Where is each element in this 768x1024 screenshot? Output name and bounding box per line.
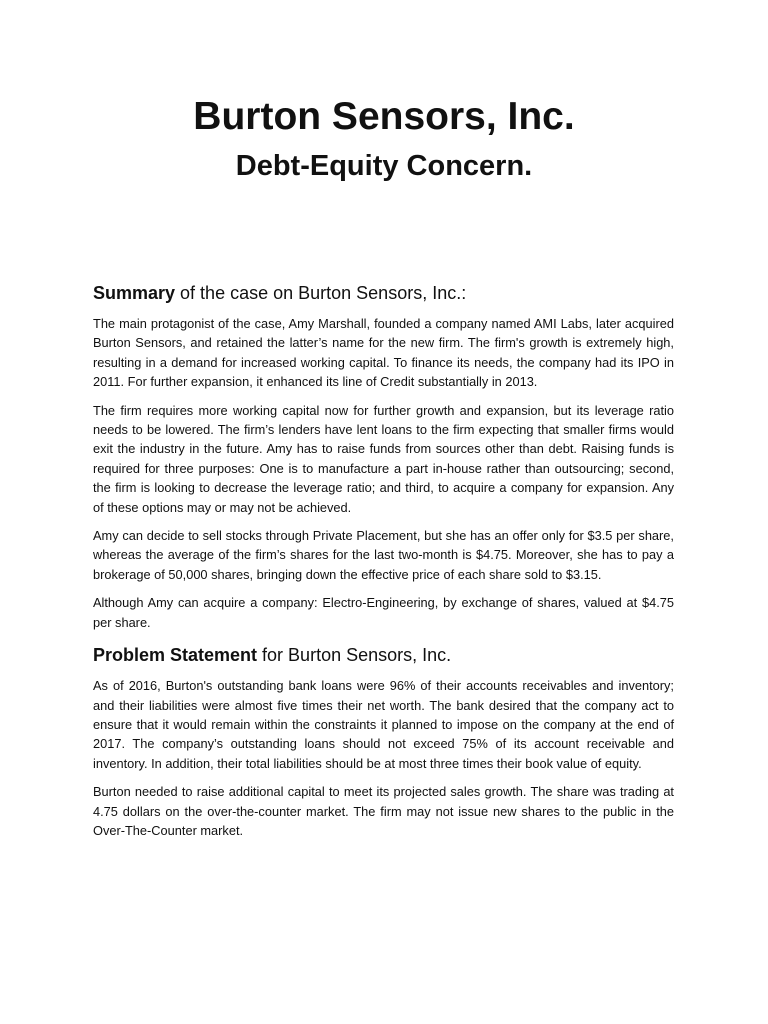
problem-paragraph-1: As of 2016, Burton's outstanding bank loans were 96% of their accounts receivables and inventory; and their liabilities were almost five times their net worth. The bank desired that the company act to ensure that it would remain within the constraints it planned to impose on the company at the end of 2017. The company’s outstanding loans should not exceed 75% of its account receivable and inventory. In addition, their total liabilities should be at most three times their book value of equity. — [93, 678, 674, 771]
summary-heading-rest: of the case on Burton Sensors, Inc.: — [175, 283, 467, 303]
document-body — [93, 280, 674, 849]
problem-heading-rest: for Burton Sensors, Inc. — [257, 645, 452, 666]
summary-paragraph-2: The firm requires more working capital now for further growth and expansion, but its leverage ratio needs to be lowered. The firm’s lenders have lent loans to the firm expecting that smaller firms would exit the industry in the future. Amy has to raise funds from sources other than debt. Raising funds is required for three purposes: One is to manufacture a part in-house rather than outsourcing; second, the firm is looking to decrease the leverage ratio; and third, to acquire a company for expansion. Any of these options may or may not be achieved. — [93, 402, 674, 515]
summary-paragraph-3: Amy can decide to sell stocks through Private Placement, but she has an offer only for $3.5 per share, whereas the average of the firm’s shares for the last two-month is $4.75. Moreover, she has to pay a brokerage of 50,000 shares, bringing down the effective price of each share sold to $3.15. — [93, 528, 674, 582]
summary-paragraph-1: The main protagonist of the case, Amy Marshall, founded a company named AMI Labs, later acquired Burton Sensors, and retained the latter’s name for the new firm. The firm's growth is extremely high, resulting in a demand for increased working capital. To finance its needs, the company had its IPO in 2011. For further expansion, it enhanced its line of Credit substantially in 2013. — [93, 316, 674, 390]
document-title: Burton Sensors, Inc. — [193, 95, 575, 138]
problem-heading-bold: Problem Statement — [93, 645, 258, 666]
problem-paragraph-2: Burton needed to raise additional capital to meet its projected sales growth. The share was trading at 4.75 dollars on the over-the-counter market. The firm may not issue new shares to the public in the Over-The-Counter market. — [93, 784, 674, 838]
summary-heading — [93, 280, 674, 306]
summary-heading-bold: Summary — [93, 283, 176, 303]
problem-heading — [93, 642, 674, 668]
summary-paragraph-4: Although Amy can acquire a company: Electro-Engineering, by exchange of shares, valued at $4.75 per share. — [93, 595, 674, 630]
document-subtitle: Debt-Equity Concern. — [235, 150, 533, 182]
